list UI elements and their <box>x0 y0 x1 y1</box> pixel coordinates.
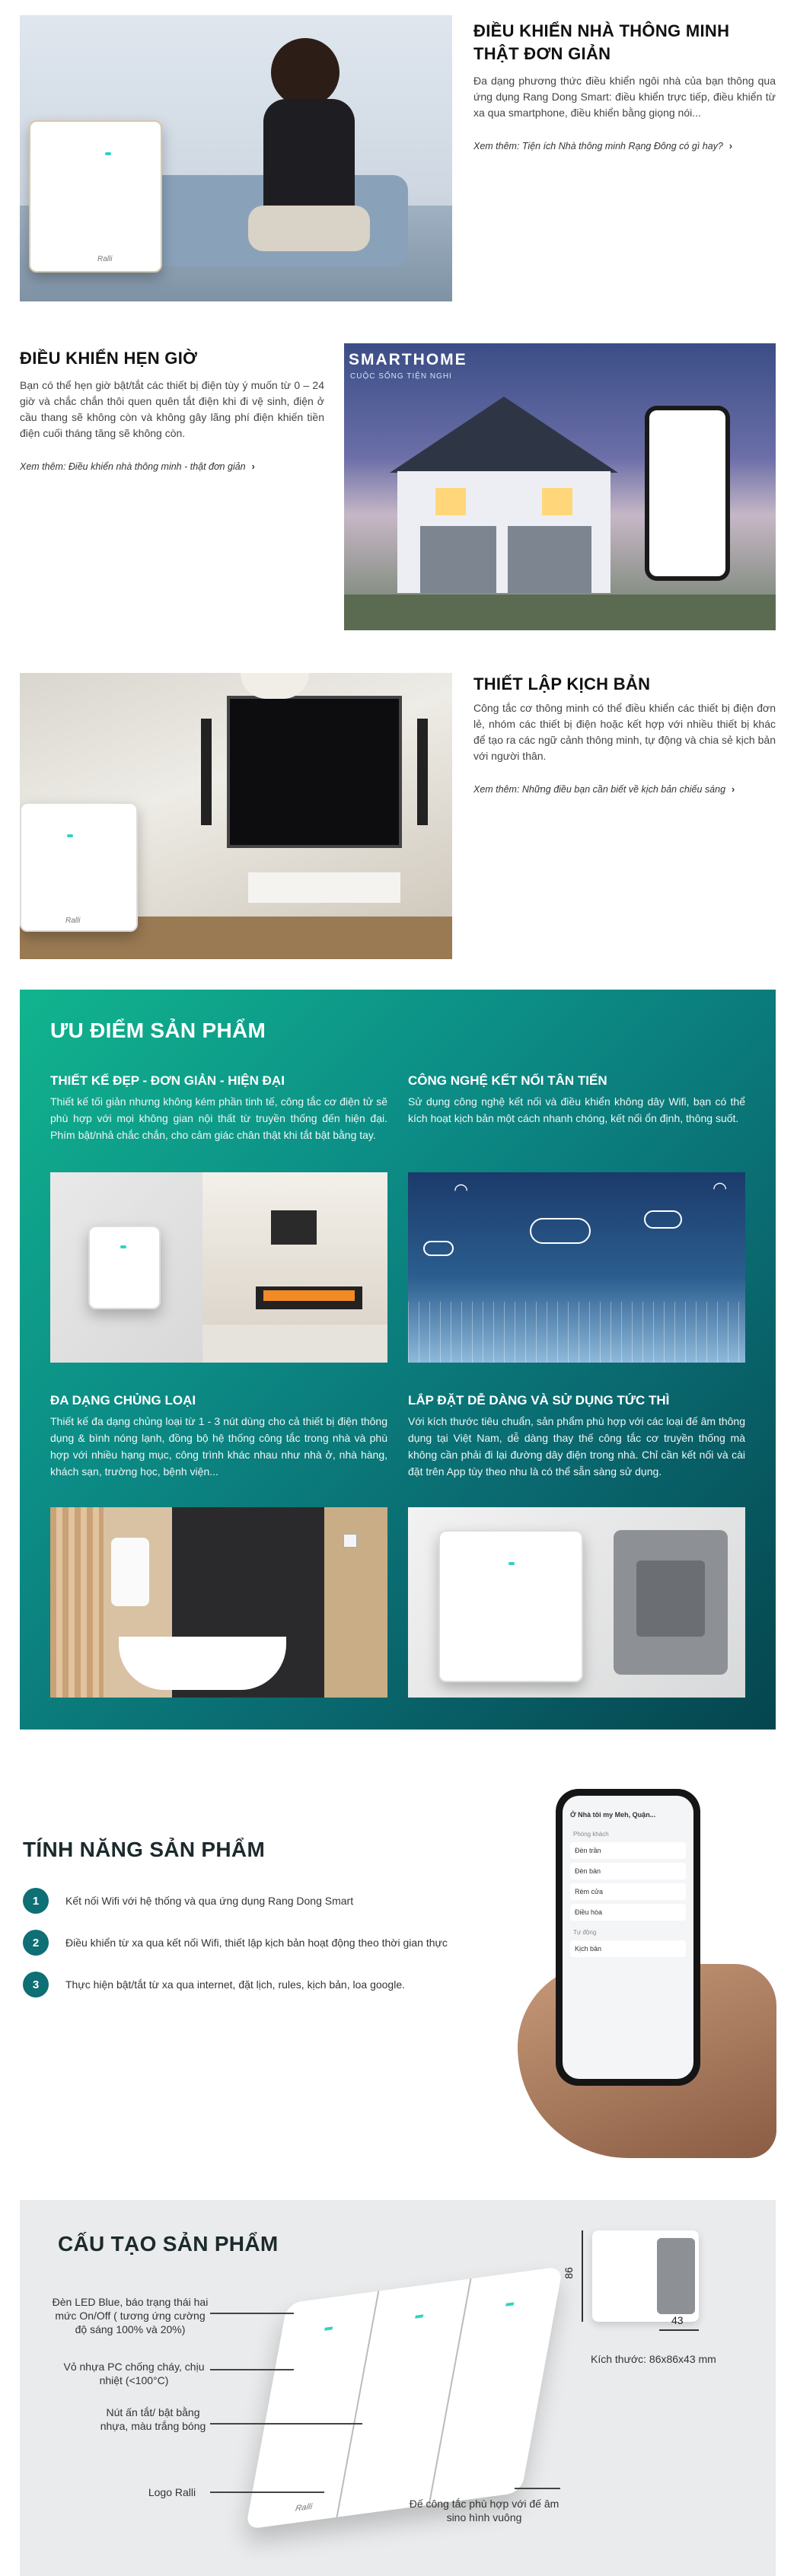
dim-depth: 43 <box>671 2314 684 2326</box>
row3-text: Công tắc cơ thông minh có thể điều khiển các thiết bị điện đơn lẻ, nhóm các thiết bị điện hoặc kết hợp với nhiều thiết bị khác để tạo ra các ngữ cảnh thông minh, tự động và chia sẻ kịch bản với người thân. <box>473 702 776 762</box>
row2-title: ĐIỀU KHIỂN HẸN GIỜ <box>20 349 198 368</box>
advantage-title: ĐA DẠNG CHỦNG LOẠI <box>50 1393 196 1408</box>
feature-text: Kết nối Wifi với hệ thống và qua ứng dụng Rang Dong Smart <box>65 1895 354 1907</box>
wifi-cloud-photo <box>408 1172 745 1363</box>
phone-image <box>556 1789 700 2086</box>
row3-more-text: Xem thêm: Những điều bạn cần biết về kịch bản chiếu sáng <box>473 784 726 795</box>
phone-item: Kịch bản <box>570 1940 686 1957</box>
wall-switch-image: Ralli <box>29 120 162 273</box>
phone-item: Đèn bàn <box>570 1863 686 1879</box>
base-label: Đế công tắc phù hợp với đế âm sino hình vuông <box>409 2498 559 2523</box>
dimension-image <box>592 2230 699 2322</box>
structure-title: CẤU TẠO SẢN PHẨM <box>58 2232 279 2256</box>
living-room-photo <box>20 673 452 959</box>
advantages-panel <box>20 990 776 1730</box>
wall-switch-image <box>88 1226 161 1309</box>
feature-item <box>23 1930 448 1956</box>
feature-text: Thực hiện bật/tắt từ xa qua internet, đặt lịch, rules, kịch bản, loa google. <box>65 1978 406 1991</box>
phone-header: Ở Nhà tôi my Meh, Quận... <box>570 1811 656 1819</box>
smarthome-banner <box>344 343 776 630</box>
wall-switch-image: Ralli <box>20 802 138 932</box>
chevron-right-icon: › <box>251 461 255 472</box>
row2-more-text: Xem thêm: Điều khiển nhà thông minh - thật đơn giản <box>20 461 246 472</box>
feature-item <box>23 1972 405 1997</box>
row3-title: THIẾT LẬP KỊCH BẢN <box>473 674 651 693</box>
advantage-item <box>50 1393 387 1480</box>
design-photo <box>50 1172 387 1363</box>
shell-label: Vỏ nhựa PC chống cháy, chịu nhiệt (<100°C) <box>63 2361 205 2386</box>
button-label: Nút ấn tắt/ bật bằng nhựa, màu trắng bóng <box>100 2406 206 2432</box>
banner-subtitle: CUỘC SỐNG TIỆN NGHI <box>350 372 452 381</box>
feature-text: Điều khiển từ xa qua kết nối Wifi, thiết lập kịch bản hoạt động theo thời gian thực <box>65 1937 448 1949</box>
advantage-title: CÔNG NGHỆ KẾT NỐI TÂN TIẾN <box>408 1073 607 1088</box>
advantage-text: Thiết kế đa dạng chủng loại từ 1 - 3 nút dùng cho cả thiết bị điện thông dụng & bình nóng lạnh, đồng bộ hệ thống công tắc trong nhà và phù hợp với nhiều hạng mục, công trình khác nhau như nhà ở, nhà hàng, khách sạn, trường học, bệnh viện... <box>50 1415 387 1478</box>
advantage-item <box>50 1073 387 1143</box>
row1-more-link[interactable] <box>473 139 776 153</box>
advantage-title: THIẾT KẾ ĐẸP - ĐƠN GIẢN - HIỆN ĐẠI <box>50 1073 285 1088</box>
bathroom-photo <box>50 1507 387 1698</box>
feature-number: 3 <box>23 1972 49 1997</box>
logo-label: Logo Ralli <box>148 2486 196 2498</box>
size-label: Kích thước: 86x86x43 mm <box>591 2353 716 2365</box>
advantage-title: LẮP ĐẶT DỄ DÀNG VÀ SỬ DỤNG TỨC THÌ <box>408 1393 670 1408</box>
phone-item: Đèn trần <box>570 1842 686 1859</box>
wall-switch-image <box>438 1530 583 1682</box>
smart-home-photo <box>20 15 452 301</box>
phone-item: Phòng khách <box>573 1831 609 1838</box>
row2-more-link[interactable] <box>20 460 324 473</box>
feature-number: 1 <box>23 1888 49 1914</box>
install-photo <box>408 1507 745 1698</box>
wifi-icon: ◠ <box>713 1178 728 1197</box>
three-gang-switch-image <box>245 2266 563 2530</box>
phone-item: Tự động <box>573 1929 597 1936</box>
advantage-text: Với kích thước tiêu chuẩn, sản phẩm phù hợp với các loại đế âm thông dụng tại Việt Nam, dễ dàng thay thế công tắc cơ truyền thống mà không cần phải đi lại đường dây điện trong nhà. Chỉ cần kết nối và cài đặt trên App tùy theo nhu là có thể sẵn sàng sử dụng. <box>408 1415 745 1478</box>
feature-number: 2 <box>23 1930 49 1956</box>
row1-text: Đa dạng phương thức điều khiển ngôi nhà của bạn thông qua ứng dụng Rang Dong Smart: điều khiển trực tiếp, điều khiển từ xa qua smartphone, điều khiển bằng giọng nói... <box>473 75 776 119</box>
dim-height: 86 <box>562 2267 575 2279</box>
phone-item: Điều hòa <box>570 1904 686 1921</box>
chevron-right-icon: › <box>728 141 733 151</box>
chevron-right-icon: › <box>732 784 735 795</box>
advantage-text: Sử dụng công nghệ kết nối và điều khiển không dây Wifi, bạn có thể kích hoạt kịch bản một cách nhanh chóng, kết nối ổn định, thông suốt. <box>408 1095 745 1124</box>
pointer-line <box>210 2492 324 2493</box>
advantages-title: ƯU ĐIỂM SẢN PHẨM <box>50 1019 266 1042</box>
row1-more-text: Xem thêm: Tiện ích Nhà thông minh Rạng Đông có gì hay? <box>473 141 723 151</box>
phone-image <box>645 406 730 581</box>
row1-title: ĐIỀU KHIỂN NHÀ THÔNG MINH THẬT ĐƠN GIẢN <box>473 21 730 63</box>
row2-text: Bạn có thể hẹn giờ bật/tắt các thiết bị điện tùy ý muốn từ 0 – 24 giờ và chắc chắn thôi quen quên tắt điện khi đi vệ sinh, điện ở cầu thang sẽ không còn và không gây lãng phí điện khiến tiền điện cuối tháng tăng sẽ không còn. <box>20 379 324 439</box>
led-label: Đèn LED Blue, báo trạng thái hai mức On/Off ( tương ứng cường độ sáng 100% và 20%) <box>52 2296 209 2335</box>
pointer-line <box>210 2369 294 2370</box>
pointer-line <box>210 2423 362 2425</box>
phone-item: Rèm cửa <box>570 1883 686 1900</box>
wifi-icon: ◠ <box>454 1180 469 1199</box>
features-title: TÍNH NĂNG SẢN PHẨM <box>23 1838 266 1861</box>
feature-item <box>23 1888 353 1914</box>
banner-title: SMARTHOME <box>349 351 467 368</box>
pointer-line <box>515 2488 560 2489</box>
pointer-line <box>210 2313 294 2314</box>
row3-more-link[interactable] <box>473 783 776 796</box>
advantage-item <box>408 1393 745 1480</box>
ralli-logo: Ralli <box>294 2501 314 2514</box>
advantage-text: Thiết kế tối giản nhưng không kém phần tinh tế, công tắc cơ điện tử sẽ phù hợp với mọi không gian nội thất từ truyền thống đến hiện đại. Phím bật/nhả chắc chắn, cho cảm giác chân thật khi tắt bật bằng tay. <box>50 1095 387 1141</box>
structure-panel <box>20 2200 776 2576</box>
advantage-item <box>408 1073 745 1127</box>
